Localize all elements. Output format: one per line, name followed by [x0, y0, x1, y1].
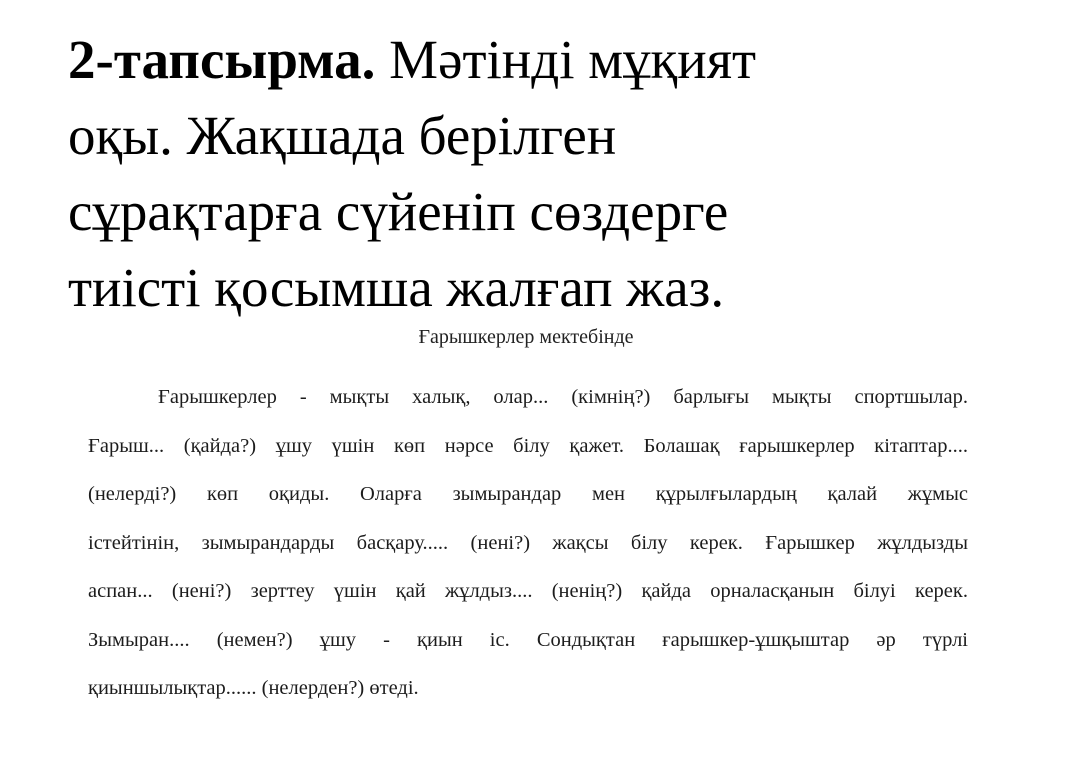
passage-line-1: Ғарышкерлер - мықты халық, олар... (кімнің?) барлығы мықты спортшылар. — [158, 386, 968, 408]
passage-line-3: (нелерді?) көп оқиды. Оларға зымырандар мен құрылғылардың қалай жұмыс — [88, 483, 968, 505]
passage-text — [88, 380, 968, 720]
task-label: 2-тапсырма. — [68, 29, 376, 90]
task-line-1 — [68, 22, 1028, 98]
passage-line-2: Ғарыш... (қайда?) ұшу үшін көп нәрсе білу қажет. Болашақ ғарышкерлер кітаптар.... — [88, 434, 968, 457]
task-line-4: тиісті қосымша жалғап жаз. — [68, 257, 725, 318]
passage-line-7: қиыншылықтар...... (нелерден?) өтеді. — [88, 677, 419, 699]
task-line-3: сұрақтарға сүйеніп сөздерге — [68, 181, 729, 242]
passage-line-4: істейтінін, зымырандарды басқару..... (нені?) жақсы білу керек. Ғарышкер жұлдызды — [88, 531, 968, 554]
task-line-1-text: Мәтінді мұқият — [375, 29, 757, 90]
passage-line-5: аспан... (нені?) зерттеу үшін қай жұлдыз.... (ненің?) қайда орналасқанын білуі керек. — [88, 580, 968, 602]
document-title: Ғарышкерлер мектебінде — [418, 326, 634, 348]
task-instruction — [68, 22, 1028, 326]
passage-line-6: Зымыран.... (немен?) ұшу - қиын іс. Сондықтан ғарышкер-ұшқыштар әр түрлі — [88, 628, 968, 651]
task-line-2: оқы. Жақшада берілген — [68, 105, 617, 166]
